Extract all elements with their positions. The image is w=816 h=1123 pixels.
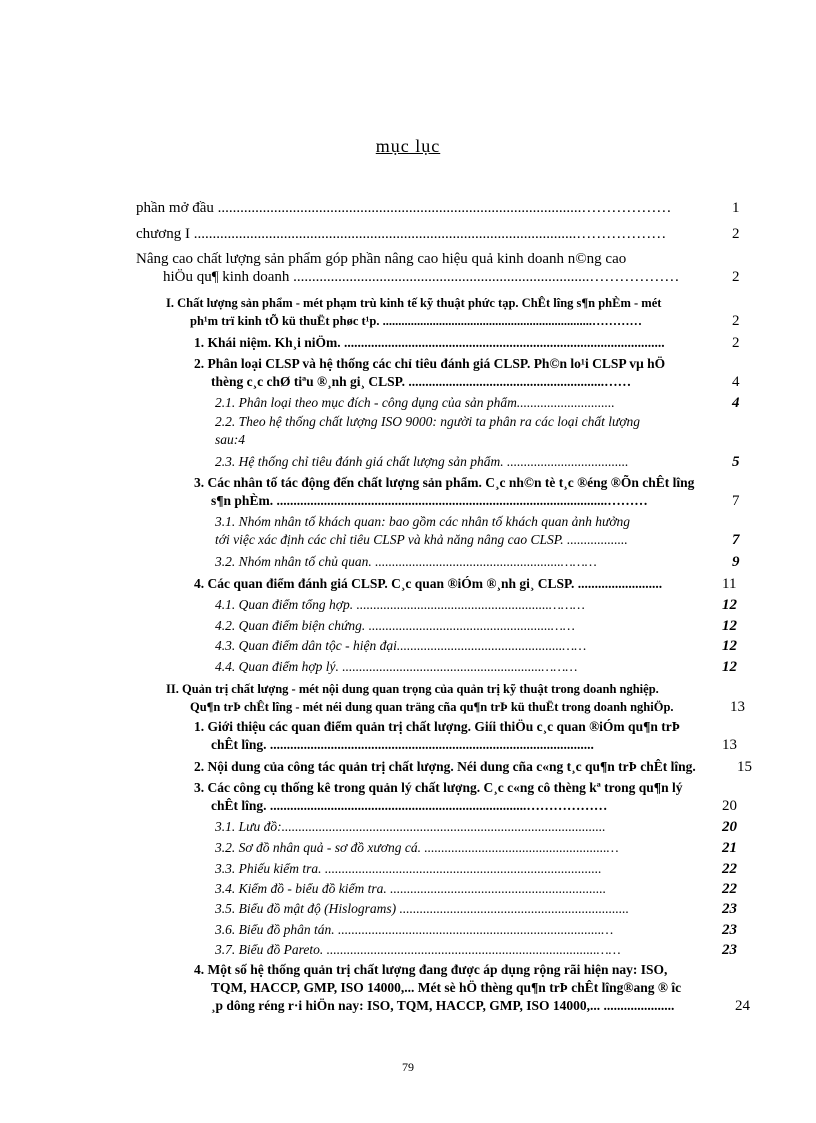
toc-entry: 1. Khái niệm. Kh¸i niÖm. ............................................................................................... bbox=[194, 335, 665, 350]
toc-entry: 4.1. Quan điểm tổng hợp. .........................................................……… bbox=[215, 597, 585, 612]
toc-page-number: 2 bbox=[732, 226, 740, 242]
toc-entry: tới việc xác định các chỉ tiêu CLSP và khả năng nâng cao CLSP. .................. bbox=[215, 532, 628, 547]
page-title: mục lục bbox=[375, 136, 441, 156]
toc-entry: II. Quản trị chất lượng - mét nội dung quan trọng của quản trị kỹ thuật trong doanh nghiệp. bbox=[166, 682, 659, 696]
toc-entry: 2.1. Phân loại theo mục đích - công dụng của sản phẩm............................. bbox=[215, 395, 615, 410]
toc-entry: chÊt lîng. ................................................................................................ bbox=[211, 737, 594, 752]
toc-page-number: 21 bbox=[722, 840, 737, 856]
toc-entry: 3.2. Nhóm nhân tố chủ quan. .......................................................……… bbox=[215, 554, 597, 569]
toc-entry: 3.2. Sơ đồ nhân quả - sơ đồ xương cá. ......................................................… bbox=[215, 840, 619, 855]
toc-entry: thèng c¸c chØ tiªu ®¸nh gi¸ CLSP. ..........................................................…… bbox=[211, 374, 632, 389]
page-number: 79 bbox=[402, 1060, 414, 1074]
toc-entry: chương I ......................................................................................................……………… bbox=[136, 226, 667, 242]
toc-entry: 2. Nội dung của công tác quản trị chất lượng. Néi dung cña c«ng t¸c qu¶n trÞ chÊt lîng. bbox=[194, 759, 696, 774]
toc-page-number: 12 bbox=[722, 638, 737, 654]
toc-entry: 3. Các công cụ thống kê trong quản lý chất lượng. C¸c c«ng cô thèng kª trong qu¶n lý bbox=[194, 780, 683, 795]
toc-page-number: 23 bbox=[722, 922, 737, 938]
toc-entry: 2.3. Hệ thống chỉ tiêu đánh giá chất lượng sản phẩm. .................................... bbox=[215, 454, 629, 469]
toc-page-number: 2 bbox=[732, 313, 740, 329]
toc-page-number: 11 bbox=[722, 576, 737, 592]
toc-page-number: 22 bbox=[722, 861, 737, 877]
toc-entry: 3. Các nhân tố tác động đến chất lượng sản phẩm. C¸c nh©n tè t¸c ®éng ®Õn chÊt lîng bbox=[194, 475, 695, 490]
toc-page-number: 22 bbox=[722, 881, 737, 897]
toc-page-number: 7 bbox=[732, 532, 740, 548]
toc-entry: Nâng cao chất lượng sản phẩm góp phần nâng cao hiệu quả kinh doanh n©ng cao bbox=[136, 251, 627, 267]
toc-entry: ¸p dông réng r·i hiÖn nay: ISO, TQM, HACCP, GMP, ISO 14000,... ..................... bbox=[211, 998, 675, 1013]
toc-page-number: 5 bbox=[732, 454, 740, 470]
toc-page-number: 20 bbox=[722, 798, 737, 814]
toc-entry: 4. Một số hệ thống quản trị chất lượng đang được áp dụng rộng rãi hiện nay: ISO, bbox=[194, 962, 668, 977]
toc-page-number: 24 bbox=[735, 998, 750, 1014]
toc-page-number: 4 bbox=[732, 395, 740, 411]
toc-page-number: 23 bbox=[722, 901, 737, 917]
toc-page-number: 12 bbox=[722, 597, 737, 613]
toc-entry: 4.4. Quan điểm hợp lý. ...........................................................……… bbox=[215, 659, 578, 674]
toc-page-number: 15 bbox=[737, 759, 752, 775]
toc-entry: chÊt lîng. ............................................................................……………… bbox=[211, 798, 608, 813]
toc-entry: 3.1. Nhóm nhân tố khách quan: bao gồm các nhân tố khách quan ảnh hưởng bbox=[215, 514, 631, 529]
toc-page-number: 7 bbox=[732, 493, 740, 509]
toc-entry: 3.6. Biểu đồ phân tán. ..............................................................................… bbox=[215, 922, 614, 937]
toc-page-number: 13 bbox=[722, 737, 737, 753]
toc-entry: ph¹m trï kinh tÕ kü thuËt phøc t¹p. ...................................................................………… bbox=[190, 314, 642, 328]
toc-entry: I. Chất lượng sản phẩm - mét phạm trù kinh tế kỹ thuật phức tạp. ChÊt lîng s¶n phÈm - mét bbox=[166, 296, 662, 310]
toc-entry: 3.3. Phiếu kiểm tra. .................................................................................. bbox=[215, 861, 602, 876]
toc-entry: 2. Phân loại CLSP và hệ thống các chỉ tiêu đánh giá CLSP. Ph©n lo¹i CLSP vµ hÖ bbox=[194, 356, 666, 371]
toc-page-number: 9 bbox=[732, 554, 740, 570]
toc-page-number: 2 bbox=[732, 269, 740, 285]
toc-entry: 3.5. Biểu đồ mật độ (Hislograms) .................................................................... bbox=[215, 901, 629, 916]
toc-entry: TQM, HACCP, GMP, ISO 14000,... Mét sè hÖ thèng qu¶n trÞ chÊt lîng®ang ® îc bbox=[211, 980, 682, 995]
toc-entry: 3.1. Lưu đồ:................................................................................................ bbox=[215, 819, 606, 834]
toc-entry: s¶n phÈm. ..................................................................................................……… bbox=[211, 493, 648, 508]
toc-entry: sau:4 bbox=[215, 432, 245, 447]
toc-page-number: 20 bbox=[722, 819, 737, 835]
toc-page-number: 12 bbox=[722, 659, 737, 675]
toc-entry: 3.4. Kiểm đồ - biểu đồ kiểm tra. ................................................................ bbox=[215, 881, 607, 896]
toc-entry: 3.7. Biểu đồ Pareto. ................................................................................…… bbox=[215, 942, 621, 957]
toc-page-number: 1 bbox=[732, 200, 740, 216]
toc-page-number: 12 bbox=[722, 618, 737, 634]
toc-page-number: 2 bbox=[732, 335, 740, 351]
toc-page-number: 13 bbox=[730, 699, 745, 715]
toc-entry: 2.2. Theo hệ thống chất lượng ISO 9000: người ta phân ra các loại chất lượng bbox=[215, 414, 641, 429]
toc-entry: 4.2. Quan điểm biện chứng. ......................................................…… bbox=[215, 618, 575, 633]
toc-entry: hiÖu qu¶ kinh doanh ...............................................................................……………… bbox=[163, 269, 680, 285]
toc-entry: 1. Giới thiệu các quan điểm quản trị chất lượng. Giíi thiÖu c¸c quan ®iÓm qu¶n trÞ bbox=[194, 719, 680, 734]
toc-entry: phần mở đầu .................................................................................................……………… bbox=[136, 200, 672, 216]
toc-entry: 4. Các quan điểm đánh giá CLSP. C¸c quan ®iÓm ®¸nh gi¸ CLSP. ......................... bbox=[194, 576, 663, 591]
toc-page-number: 4 bbox=[732, 374, 740, 390]
toc-page-number: 23 bbox=[722, 942, 737, 958]
toc-entry: 4.3. Quan điểm dân tộc - hiện đại.................................................…… bbox=[215, 638, 587, 653]
toc-entry: Qu¶n trÞ chÊt lîng - mét néi dung quan träng cña qu¶n trÞ kü thuËt trong doanh nghiÖp. bbox=[190, 700, 674, 714]
